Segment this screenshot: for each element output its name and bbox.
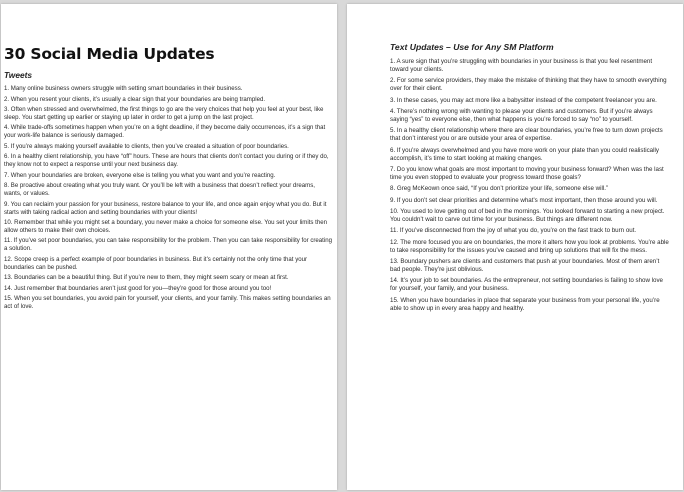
text-update-item: 9. If you don’t set clear priorities and determine what’s most important, then those around you will. <box>390 196 658 204</box>
tweet-item: 4. While trade-offs sometimes happen when you’re on a tight deadline, if they become daily occurrences, it’s a sign that your work-life balance is seriously damaged. <box>4 124 326 140</box>
text-update-item: 13. Boundary pushers are clients and customers that push at your boundaries. Most of them aren’t bad people. They’re just oblivious. <box>390 258 660 274</box>
page-right-content <box>390 42 671 316</box>
text-update-item: 12. The more focused you are on boundaries, the more it alters how you look at problems. You’re able to take responsibility for the issues you’ve caused and bring up solutions that will fix the mess. <box>390 238 669 254</box>
tweet-item: 1. Many online business owners struggle with setting smart boundaries in their business. <box>4 85 243 92</box>
text-update-item: 2. For some service providers, they make the mistake of thinking that they have to smooth everything over for their client. <box>390 77 667 93</box>
text-update-item: 3. In these cases, you may act more like a babysitter instead of the competent freelancer you are. <box>390 96 657 104</box>
tweet-item: 13. Boundaries can be a beautiful thing. But if you’re new to them, they might seem scary or mean at first. <box>4 274 289 282</box>
text-update-item: 7. Do you know what goals are most important to moving your business forward? When was the last time you even stopped to evaluate your progress toward those goals? <box>390 165 664 181</box>
tweet-item: 6. In a healthy client relationship, you have “off” hours. These are hours that clients don’t contact you during or if they do, they know not to expect a response until your next business day. <box>4 153 329 169</box>
tweet-item: 9. You can reclaim your passion for your business, restore balance to your life, and once again enjoy what you do. But it starts with taking radical action and setting boundaries with your clients! <box>4 200 327 216</box>
tweet-item: 12. Scope creep is a perfect example of poor boundaries in business. But it’s certainly not the only time that your boundaries can be pushed. <box>4 255 308 271</box>
text-update-item: 4. There’s nothing wrong with wanting to please your clients and customers. But if you’re always saying “yes” to everyone else, then what happens is you’re forced to say “no” to yourself. <box>390 108 653 123</box>
document-title: 30 Social Media Updates <box>4 45 215 63</box>
tweet-list <box>4 85 333 311</box>
tweet-item: 11. If you’ve set poor boundaries, you can take responsibility for the problem. Then you can take responsibility for creating a solution. <box>4 237 333 253</box>
tweet-item: 3. Often when stressed and overwhelmed, the first things to go are the very choices that help you feel at your best, like sleep. You start getting up earlier or staying up later in order to get a jump on the last project. <box>4 106 324 121</box>
text-update-item: 6. If you’re always overwhelmed and you have more work on your plate than you could realistically accomplish, it’s time to start looking at making changes. <box>390 146 659 162</box>
text-update-item: 11. If you’ve disconnected from the joy of what you do, you’re on the fast track to burn out. <box>390 227 637 235</box>
document-page-right <box>347 4 683 490</box>
tweet-item: 7. When your boundaries are broken, everyone else is telling you what you want and you’re reacting. <box>4 171 276 179</box>
section-heading-tweets: Tweets <box>4 70 33 80</box>
tweet-item: 8. Be proactive about creating what you truly want. Or you’ll be left with a business that doesn’t reflect your dreams, wants, or values. <box>4 182 315 198</box>
tweet-item: 14. Just remember that boundaries aren’t just good for you—they’re good for those around you too! <box>4 284 272 292</box>
document-page-left <box>1 4 337 490</box>
text-update-item: 5. In a healthy client relationship where there are clear boundaries, you’re free to turn down projects that don’t interest you or are outside your area of expertise. <box>390 127 663 143</box>
text-update-item: 8. Greg McKeown once said, “If you don’t prioritize your life, someone else will.” <box>390 185 609 193</box>
page-left-content <box>4 44 333 314</box>
section-heading-text-updates: Text Updates – Use for Any SM Platform <box>390 42 554 52</box>
text-update-item: 1. A sure sign that you’re struggling with boundaries in your business is that you feel resentment toward your clients. <box>390 58 653 73</box>
text-update-list <box>390 58 671 313</box>
tweet-item: 10. Remember that while you might set a boundary, you never make a choice for someone else. You set your limits then allow others to make their own choices. <box>4 219 328 234</box>
tweet-item: 15. When you set boundaries, you avoid pain for yourself, your clients, and your family. This makes setting boundaries an act of love. <box>4 295 331 311</box>
tweet-item: 2. When you resent your clients, it’s usually a clear sign that your boundaries are being trampled. <box>4 95 266 103</box>
text-update-item: 14. It’s your job to set boundaries. As the entrepreneur, not setting boundaries is failing to show love for yourself, your family, and your business. <box>390 277 663 293</box>
text-update-item: 10. You used to love getting out of bed in the mornings. You looked forward to starting a new project. You couldn’t wait to carve out time for your business. But things are different now. <box>390 208 665 223</box>
tweet-item: 5. If you’re always making yourself available to clients, then you’ve created a situation of poor boundaries. <box>4 142 289 150</box>
text-update-item: 15. When you have boundaries in place that separate your business from your personal life, you’re able to show up in every area happy and healthy. <box>390 296 660 312</box>
